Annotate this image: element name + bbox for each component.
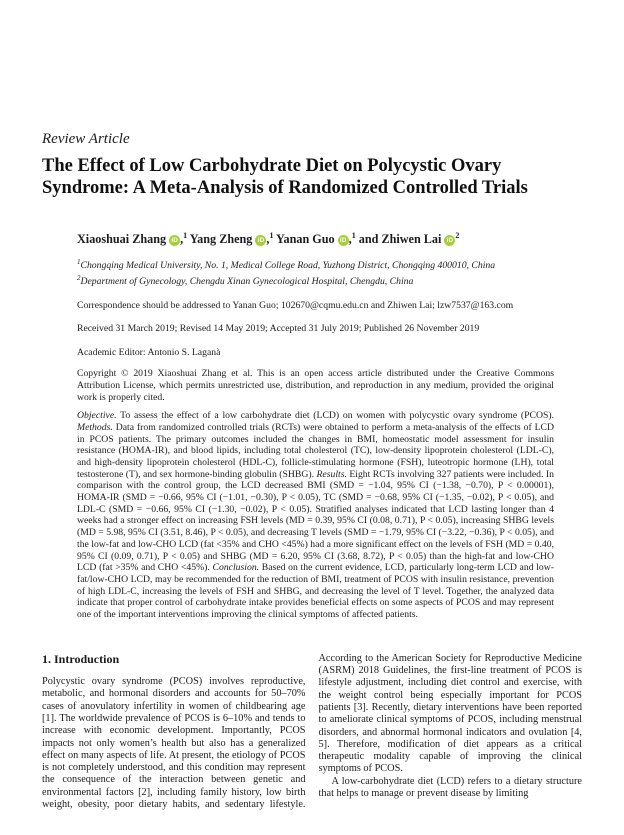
article-type-label: Review Article [42,131,130,147]
orcid-icon[interactable] [255,235,266,246]
abstract: Objective. To assess the effect of a low carbohydrate diet (LCD) on women with polycystic ovary syndrome (PCOS). Methods. Data from randomized controlled trials (RCTs) were obtained to perform a meta-analysis of the effects of LCD in PCOS patients. The primary outcomes included the changes in BMI, homeostatic model assessment for insulin resistance (HOMA-IR), and blood lipids, including total cholesterol (TC), low-density lipoprotein cholesterol (LDL-C), and high-density lipoprotein cholesterol (HDL-C), follicle-stimulating hormone (FSH), luteotropic hormone (LH), total testosterone (T), and sex hormone-binding globulin (SHBG). Results. Eight RCTs involving 327 patients were included. In comparison with the control group, the LCD decreased BMI (SMD = −1.04, 95% CI (−1.38, −0.70), P < 0.00001), HOMA-IR (SMD = −0.66, 95% CI (−1.01, −0.30), P < 0.05), TC (SMD = −0.68, 95% CI (−1.35, −0.02), P < 0.05), and LDL-C (SMD = −0.66, 95% CI (−1.30, −0.02), P < 0.05). Stratified analyses indicated that LCD lasting longer than 4 weeks had a stronger effect on increasing FSH levels (MD = 0.39, 95% CI (0.08, 0.71), P < 0.05), increasing SHBG levels (MD = 5.98, 95% CI (3.51, 8.46), P < 0.05), and decreasing T levels (SMD = −1.79, 95% CI (−3.22, −0.36), P < 0.05), and the low-fat and low-CHO LCD (fat <35% and CHO <45%) had a more significant effect on the levels of FSH (MD = 0.40, 95% CI (0.09, 0.71), P < 0.05) and SHBG (MD = 6.20, 95% CI (3.68, 8.72), P < 0.05) than the high-fat and low-CHO LCD (fat >35% and CHO <45%). Conclusion. Based on the current evidence, LCD, particularly long-term LCD and low-fat/low-CHO LCD, may be recommended for the reduction of BMI, treatment of PCOS with insulin resistance, prevention of high LDL-C, increasing the levels of FSH and SHBG, and decreasing the level of T level. Together, the analyzed data indicate that proper control of carbohydrate intake provides beneficial effects on some aspects of PCOS and may represent one of the important interventions improving the clinical symptoms of affected patients. [77,410,554,621]
copyright-notice: Copyright © 2019 Xiaoshuai Zhang et al. This is an open access article distributed under the Creative Commons Attribution License, which permits unrestricted use, distribution, and reproduction in any medium, provided the original work is properly cited. [77,368,554,403]
author-name: Yanan Guo [276,232,335,247]
orcid-icon-label: iD [339,237,347,245]
author-sup: 1 [351,231,356,240]
orcid-icon[interactable] [338,235,349,246]
orcid-icon-label: iD [257,237,265,245]
author-separator: , [266,232,270,247]
history-line: Received 31 March 2019; Revised 14 May 2019; Accepted 31 July 2019; Published 26 November 2019 [77,323,480,335]
introduction-section [42,653,582,819]
author [276,232,356,246]
affiliation-sup: 1 [77,258,81,267]
affiliation-text: Department of Gynecology, Chengdu Xinan Gynecological Hospital, Chengdu, China [80,276,414,288]
author [77,232,187,246]
author-name: Zhiwen Lai [381,232,442,247]
academic-editor-line: Academic Editor: Antonio S. Laganà [77,346,221,358]
author-sup: 2 [455,231,460,240]
author [381,232,459,246]
affiliation-sup: 2 [77,274,81,283]
author-separator: , [348,232,352,247]
intro-paragraph: A low-carbohydrate diet (LCD) refers to a dietary structure that helps to manage or prevent disease by limiting [318,775,582,800]
affiliation [77,256,554,272]
correspondence-line: Correspondence should be addressed to Yanan Guo; 102670@cqmu.edu.cn and Zhiwen Lai; lzw7537@163.com [77,299,514,311]
orcid-icon-label: iD [446,237,454,245]
section-heading: 1. Introduction [42,652,120,666]
author-sup: 1 [183,231,188,240]
orcid-icon-label: iD [171,237,178,245]
author-name: Yang Zheng [189,232,253,247]
author-sup: 1 [269,231,274,240]
orcid-icon[interactable] [444,235,455,246]
author [190,232,274,246]
author-separator: , [180,232,184,247]
author-name: Xiaoshuai Zhang [77,232,167,247]
affiliation-text: Chongqing Medical University, No. 1, Medical College Road, Yuzhong District, Chongqing 400010, China [80,260,496,272]
frontmatter [77,228,554,621]
authors-joiner: and [358,232,379,247]
affiliation [77,272,554,288]
orcid-icon[interactable] [169,235,180,246]
intro-paragraph: Polycystic ovary syndrome (PCOS) involves reproductive, metabolic, and hormonal disorders and accounts for 50–70% cases of anovulatory infertility in women of childbearing age [1]. The worldwide prevalence of PCOS is 6–10% and tends to increase with economic development. Importantly, PCOS impacts not only women’s health but also has a generalized effect on many aspects of life. At present, the etiology of PCOS is not completely understood, and this condition may represent the consequence of the interaction between genetic and environmental factors [2], including family history, low birth weight, obesity, poor dietary habits, and sedentary lifestyle. According to the American Society for Reproductive Medicine (ASRM) 2018 Guidelines, the first-line treatment of PCOS is lifestyle adjustment, including diet control and exercise, with the weight control being especially important for PCOS patients [3]. Recently, dietary interventions have been reported to ameliorate clinical symptoms of PCOS, including menstrual disorders, and abnormal hormonal indicators and ovulation [4, 5]. Therefore, modification of diet appears as a critical therapeutic modality capable of improving the clinical symptoms of PCOS. [42,652,582,811]
page-title: The Effect of Low Carbohydrate Diet on Polycystic Ovary Syndrome: A Meta-Analysis of Randomized Controlled Trials [42,156,528,198]
affiliations [77,256,554,288]
authors-line [77,228,554,247]
